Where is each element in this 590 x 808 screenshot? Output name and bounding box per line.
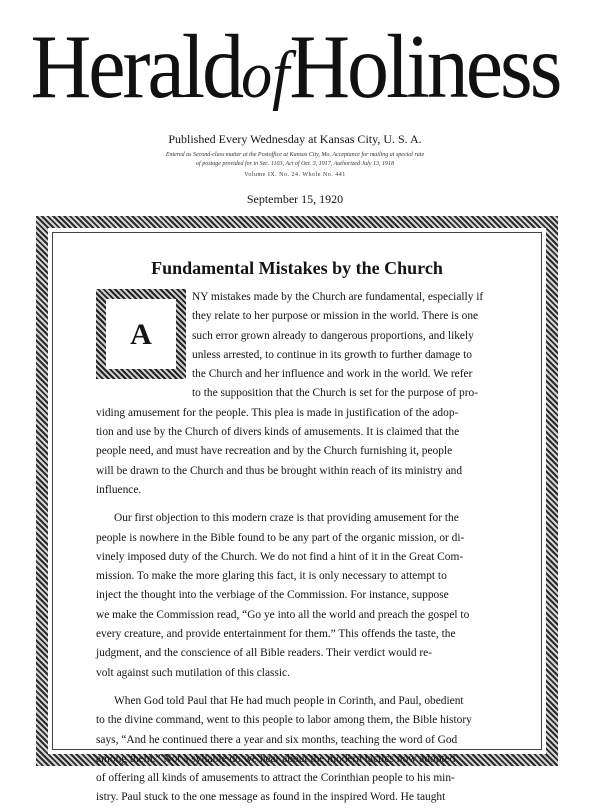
masthead-word-of: of (241, 38, 290, 112)
article-line: to the supposition that the Church is set for the purpose of pro- (192, 387, 478, 400)
article-line: people need, and must have recreation and by the Church furnishing it, people (96, 445, 453, 458)
article-title: Fundamental Mistakes by the Church (151, 258, 443, 278)
article-line: Our first objection to this modern craze is that providing amusement for the (114, 512, 459, 525)
article-line: viding amusement for the people. This plea is made in justification of the adop- (96, 406, 459, 419)
entry-notice (70, 151, 520, 169)
article-line: judgment, and the conscience of all Bible readers. Their verdict would re- (96, 647, 433, 660)
article-line: tion and use by the Church of divers kinds of amusements. It is claimed that the (96, 426, 460, 439)
entry-notice-line: Entered as Second-class matter at the Postoffice at Kansas City, Mo. Acceptance for mailing at special rate (165, 152, 425, 158)
article-line: says, “And he continued there a year and six months, teaching the word of God (96, 733, 458, 746)
article-line: such error grown already to dangerous proportions, and likely (192, 329, 474, 342)
article-line: influence. (96, 483, 142, 496)
entry-notice-line: of postage provided for in Sec. 1103, Act of Oct. 3, 1917, Authorized July 13, 1918 (196, 161, 394, 167)
article-body (96, 288, 538, 808)
masthead-word-holiness: Holiness (289, 16, 560, 118)
masthead-title (0, 16, 590, 127)
article-line: vinely imposed duty of the Church. We do not find a hint of it in the Great Com- (96, 550, 464, 563)
article-line: the Church and her influence and work in the world. We refer (192, 368, 473, 381)
article-line: volt against such mutilation of this classic. (96, 666, 290, 679)
article-line: NY mistakes made by the Church are fundamental, especially if (192, 291, 484, 303)
article-line: among them.” Not a syllable do we hear about the modern tactics now adopted (96, 752, 456, 765)
volume-line: Volume IX. No. 24. Whole No. 441 (244, 172, 346, 178)
article-line: will be drawn to the Church and thus be brought within reach of its ministry and (96, 464, 463, 477)
article-line: every creature, and provide entertainment for them.” This offends the taste, the (96, 628, 456, 641)
article-line: unless arrested, to continue in its growth to further damage to (192, 348, 472, 361)
masthead-word-herald: Herald (30, 16, 242, 118)
article-line: inject the thought into the verbiage of the Commission. For instance, suppose (96, 589, 449, 602)
article-line: they relate to her purpose or mission in the world. There is one (192, 310, 479, 323)
article-line: When God told Paul that He had much people in Corinth, and Paul, obedient (114, 694, 464, 707)
article-line: mission. To make the more glaring this fact, it is only necessary to attempt to (96, 570, 447, 583)
article-line: to the divine command, went to this people to labor among them, the Bible history (96, 714, 472, 727)
publication-line: Published Every Wednesday at Kansas City, U. S. A. (168, 132, 422, 146)
article-line: of offering all kinds of amusements to attract the Corinthian people to his min- (96, 772, 455, 785)
drop-cap-letter: A (130, 318, 152, 351)
article-line: istry. Paul stuck to the one message as found in the inspired Word. He taught (96, 791, 446, 804)
issue-date: September 15, 1920 (246, 192, 344, 206)
article-line: we make the Commission read, “Go ye into all the world and preach the gospel to (96, 608, 470, 621)
article-line: people is nowhere in the Bible found to be any part of the organic mission, or di- (96, 531, 465, 544)
